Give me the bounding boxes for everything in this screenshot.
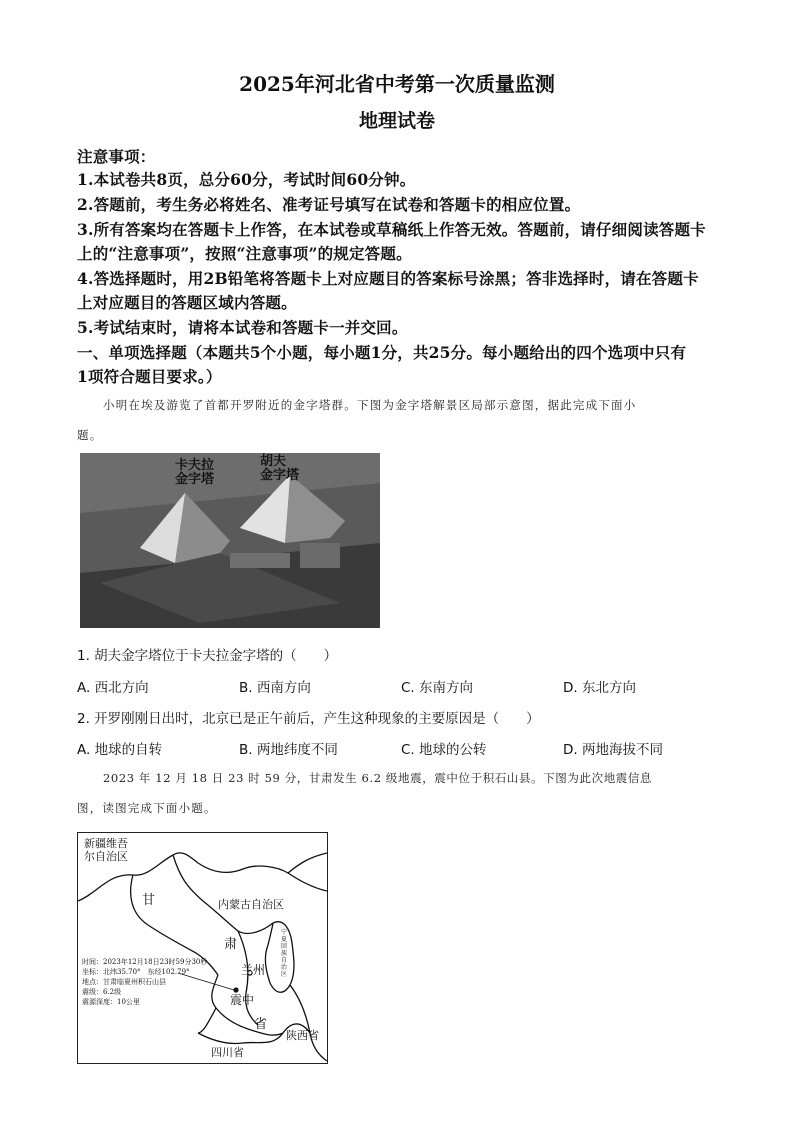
- map-label-su: 肃: [224, 937, 238, 952]
- notice-item: 上的“注意事项”，按照“注意事项”的规定答题。: [77, 244, 412, 263]
- pyramid-photo: [80, 453, 380, 628]
- option-b: B. 两地纬度不同: [239, 742, 338, 758]
- khufu-label: 胡夫 金字塔: [260, 454, 300, 483]
- map-label-epicenter: 震中: [230, 993, 255, 1007]
- question-stem: 1. 胡夫金字塔位于卡夫拉金字塔的（ ）: [77, 648, 338, 664]
- intro-text: 题。: [77, 428, 103, 442]
- question-stem: 2. 开罗刚刚日出时，北京已是正午前后，产生这种现象的主要原因是（ ）: [77, 711, 540, 727]
- map-label-shaanxi: 陕西省: [286, 1029, 319, 1042]
- option-b: B. 西南方向: [239, 680, 311, 696]
- notice-item: 1.本试卷共8页，总分60分，考试时间60分钟。: [77, 170, 416, 189]
- map-label-neimenggu: 内蒙古自治区: [218, 898, 284, 911]
- map-label-sichuan: 四川省: [211, 1046, 244, 1059]
- map-label-ningxia: 宁 夏 回 族 自 治 区: [281, 929, 288, 978]
- quake-info-box: [82, 957, 207, 1007]
- map-label-lanzhou: 兰州: [241, 963, 266, 977]
- quake-info-line: 时间：2023年12月18日23时59分30秒: [82, 958, 208, 966]
- quake-info-line: 地点：甘肃临夏州积石山县: [82, 978, 166, 986]
- quake-info-line: 坐标：北纬35.70° 东经102.79°: [82, 968, 190, 976]
- notice-item: 5.考试结束时，请将本试卷和答题卡一并交回。: [77, 318, 408, 337]
- notice-item: 4.答选择题时，用2B铅笔将答题卡上对应题目的答案标号涂黑；答非选择时，请在答题卡: [77, 269, 699, 288]
- notice-item: 2.答题前，考生务必将姓名、准考证号填写在试卷和答题卡的相应位置。: [77, 195, 581, 214]
- khafre-label: 卡夫拉 金字塔: [175, 458, 215, 487]
- pyramid-photo-drawing: [80, 453, 380, 628]
- section-heading: 一、单项选择题（本题共5个小题，每小题1分，共25分。每小题给出的四个选项中只有: [77, 343, 687, 362]
- quake-info-line: 震源深度：10公里: [82, 998, 140, 1006]
- notice-heading: 注意事项：: [77, 147, 156, 166]
- notice-item: 3.所有答案均在答题卡上作答，在本试卷或草稿纸上作答无效。答题前，请仔细阅读答题卡: [77, 220, 706, 239]
- section-heading: 1项符合题目要求。）: [77, 367, 222, 386]
- page-title: 2025年河北省中考第一次质量监测: [239, 72, 555, 96]
- earthquake-map: [77, 832, 328, 1064]
- intro-text: 图，读图完成下面小题。: [77, 801, 217, 815]
- page-subtitle: 地理试卷: [358, 110, 435, 132]
- map-label-gan: 甘: [142, 893, 156, 908]
- intro-text: 2023 年 12 月 18 日 23 时 59 分，甘肃发生 6.2 级地震，震中位于积石山县。下图为此次地震信息: [103, 771, 653, 785]
- option-d: D. 东北方向: [563, 680, 636, 696]
- option-a: A. 西北方向: [77, 680, 149, 696]
- option-c: C. 地球的公转: [401, 742, 487, 758]
- intro-text: 小明在埃及游览了首都开罗附近的金字塔群。下图为金字塔解景区局部示意图，据此完成下面小: [103, 398, 637, 412]
- notice-item: 上对应题目的答题区域内答题。: [77, 293, 297, 312]
- map-label-xinjiang: 新疆维吾 尔自治区: [84, 837, 128, 863]
- quake-info-line: 震级：6.2级: [82, 988, 122, 996]
- option-a: A. 地球的自转: [77, 742, 163, 758]
- option-c: C. 东南方向: [401, 680, 474, 696]
- option-d: D. 两地海拔不同: [563, 742, 663, 758]
- map-label-sheng: 省: [254, 1017, 268, 1032]
